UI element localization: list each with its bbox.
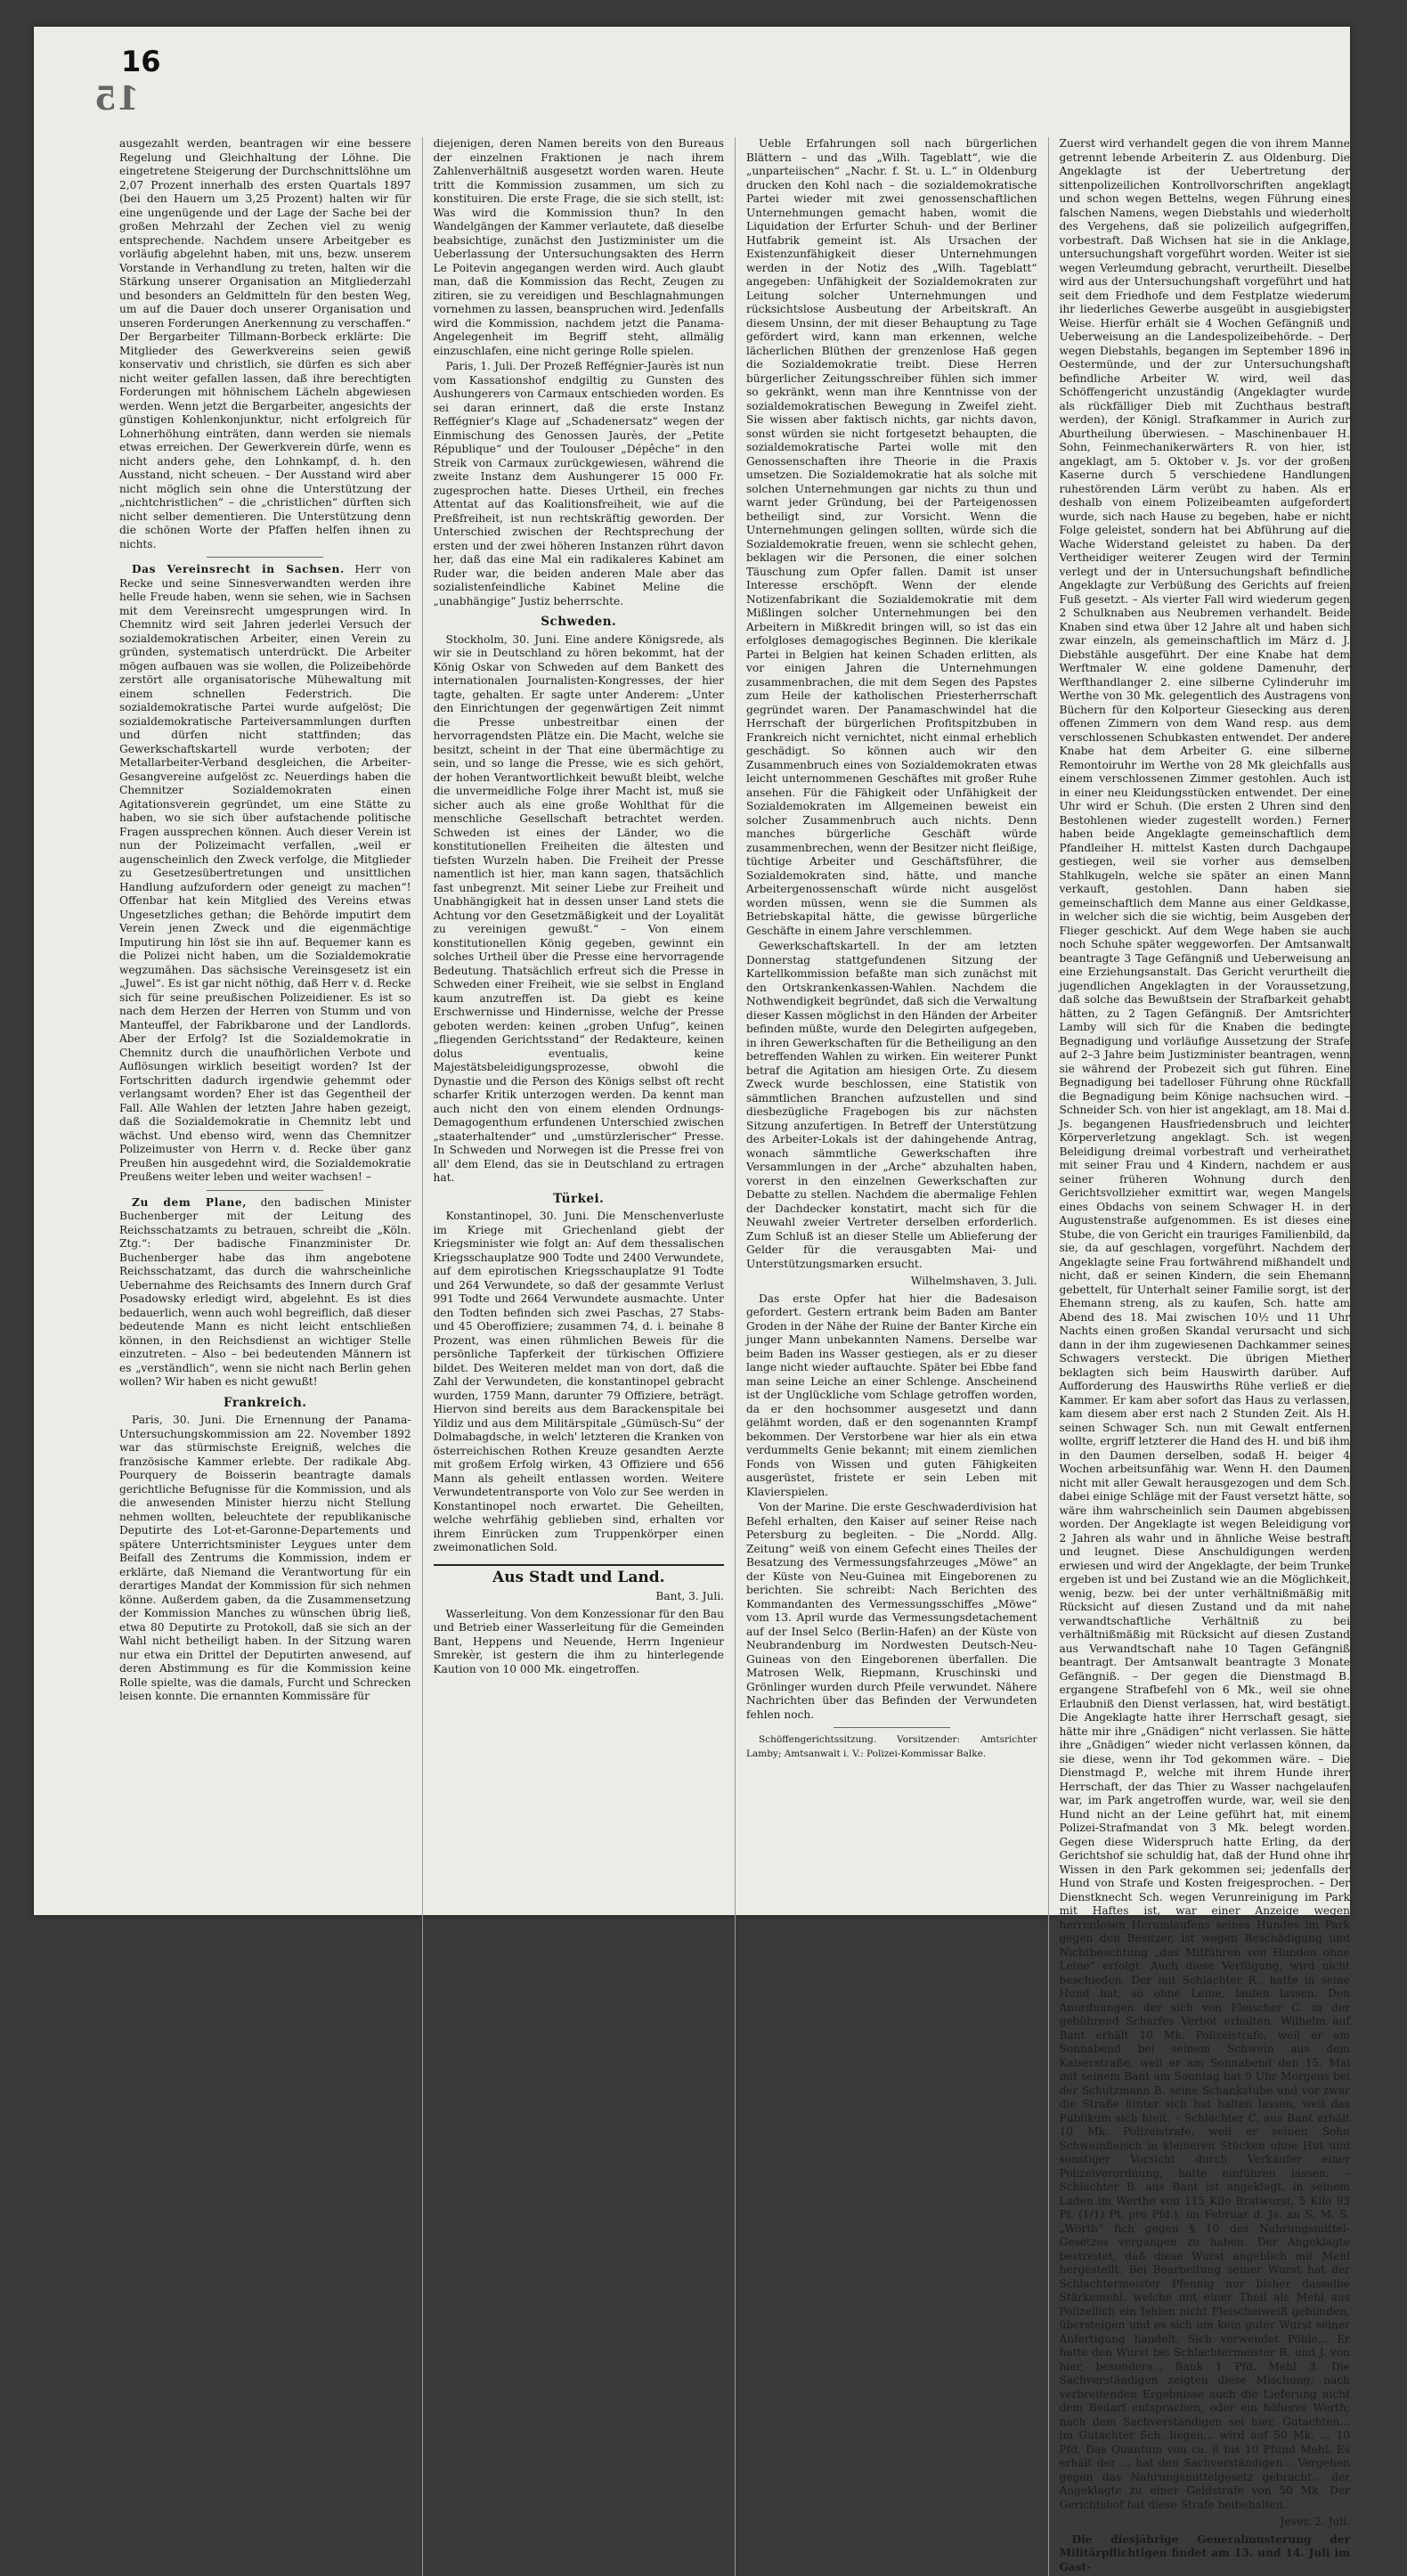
separator — [834, 1727, 950, 1728]
column-2 — [422, 137, 736, 2576]
column-1 — [109, 137, 422, 2576]
bleed-through-page-number: 15 — [94, 80, 140, 118]
article-text: Von der Marine. Die erste Geschwaderdivision hat Befehl erhalten, den Kaiser auf seiner Reise nach Petersburg zu begleiten. – Die „Nordd. Allg. Zeitung“ weiß von einem Gefecht eines Theiles der Besatzung des Vermessungsfahrzeuges „Möwe“ an der Küste von Neu-Guinea mit Eingeborenen zu berichten. Sie schreibt: Nach Berichten des Kommandanten des Vermessungsschiffes „Möwe“ vom 13. April wurde das Vermessungsdetachement auf der Insel Selco (Berlin-Hafen) an der Küste von Neubrandenburg im Nordwesten Deutsch-Neu-Guineas von den Eingeborenen überfallen. Die Matrosen Welk, Riepmann, Kruschinski und Grönlinger wurden durch Pfeile verwundet. Nähere Nachrichten über das Befinden der Verwundeten fehlen noch. — [746, 1501, 1037, 1721]
article-text: Paris, 1. Juli. Der Prozeß Reffégnier-Jaurès ist nun vom Kassationshof endgiltig zu Gunsten des Aushungerers von Carmaux entschieden worden. Es sei daran erinnert, daß die erste Instanz Reffégnier's Klage auf „Schadenersatz“ wegen der Einmischung des Genossen Jaurès, der „Petite République“ und der Toulouser „Dépêche“ in den Streik von Carmaux zurückgewiesen, während die zweite Instanz dem Aushungerer 15 000 Fr. zugesprochen hatte. Dieses Urtheil, ein freches Attentat auf das Koalitionsfreiheit, wie auf die Preßfreiheit, ist nun rechtskräftig geworden. Der Unterschied zwischen der Rechtsprechung der ersten und der zwei höheren Instanzen rührt davon her, daß das eine Mal ein radikaleres Kabinet am Ruder war, die beiden anderen Male aber das sozialistenfeindliche Kabinet Meline die „unabhängige“ Justiz beherrschte. — [433, 360, 724, 607]
article-text: ausgezahlt werden, beantragen wir eine bessere Regelung und Gleichhaltung der Löhne. Die eingetretene Steigerung der Durchschnittslöhne um 2,07 Prozent innerhalb des ersten Quartals 1897 (bei den Hauern um 3,25 Prozent) halten wir für eine ungenügende und der Lage der Sache bei der großen Mehrzahl der Zechen viel zu wenig entsprechende. Nachdem unsere Arbeitgeber es vorläufig abgelehnt haben, mit uns, bezw. unserem Vorstande in Verhandlung zu treten, halten wir die Stärkung unserer Organisation an Mitgliederzahl und besonders an Geldmitteln für den besten Weg, um auf die Dauer doch unserer Organisation und unseren Forderungen Anerkennung zu verschaffen.“ Der Bergarbeiter Tillmann-Borbeck erklärte: Die Mitglieder des Gewerkvereins seien gewiß konservativ und christlich, sie dürfen es sich aber nicht weiter gefallen lassen, daß ihre berechtigten Forderungen mit höhnischem Lächeln abgewiesen werden. Wenn jetzt die Bergarbeiter, angesichts der günstigen Kohlenkonjunktur, nicht erfolgreich für Lohnerhöhung einträten, dann werden sie niemals etwas erreichen. Der Gewerkverein dürfe, wenn es nicht anders gehe, den Lohnkampf, d. h. den Ausstand, nicht scheuen. – Der Ausstand wird aber nicht möglich sein ohne die Unterstützung der „nichtchristlichen“ – die „christlichen“ dürften sich nicht selber dementieren. Die Unterstützung denn die schönen Worte der Pfaffen helfen ihnen zu nichts. — [119, 137, 411, 550]
dateline: Bant, 3. Juli. — [655, 1590, 724, 1602]
dateline: Jever, 2. Juli. — [1280, 2515, 1350, 2528]
article-headline: Das Vereinsrecht in Sachsen. — [132, 563, 345, 575]
article-text: Zu dem Plane, den badischen Minister Buchenberger mit der Leitung des Reichsschatzamts zu betrauen, schreibt die „Köln. Ztg.“: Der badische Finanzminister Dr. Buchenberger habe das ihm angebotene Reichsschatzamt, das durch die wahrscheinliche Uebernahme des Reichsamts des Innern durch Graf Posadowsky erledigt wird, abgelehnt. Es ist dies bedauerlich, wenn auch wohl begreiflich, daß dieser bedeutende Mann es nicht leicht entschließen können, in den Reichsdienst an wichtiger Stelle einzutreten. – Also – bei bedeutenden Männern ist es „verständlich“, wenn sie nicht nach Berlin gehen wollen? Wir haben es nicht gewußt! — [119, 1195, 411, 1388]
article-text: Die diesjährige Generalmusterung der Militärpflichtigen findet am 13. und 14. Juli im Gast- — [1059, 2532, 1350, 2573]
article-text: Das erste Opfer hat hier die Badesaison gefordert. Gestern ertrank beim Baden am Banter Groden in der Nähe der Ruine der Banter Kirche ein junger Mann unbekannten Namens. Derselbe war beim Baden ins Wasser gestiegen, als er zu dieser lange nicht wieder auftauchte. Später bei Ebbe fand man seine Leiche an einer Schlenge. Anscheinend ist der Unglückliche vom Schlage getroffen worden, da er den hochsommer ausgesetzt und dann gelähmt worden, daß er den sogenannten Krampf bekommen. Der Verstorbene war hier als ein etwa verdummelts Genie bekannt; mit einem ziemlichen Fonds von Wissen und guten Fähigkeiten ausgerüstet, fristete er sein Leben mit Klavierspielen. — [746, 1292, 1037, 1498]
article-text: Zuerst wird verhandelt gegen die von ihrem Manne getrennt lebende Arbeiterin Z. aus Oldenburg. Die Angeklagte ist der Uebertretung der sittenpolizeilichen Kontrollvorschriften angeklagt und schon wegen Bettelns, wegen Führung eines falschen Namens, wegen Diebstahls und wiederholt des Vergehens, daß sie polizeilich aufgegriffen, vorbestraft. Daß Wichsen hat sie in die Anklage, untersuchungshaft vorgeführt worden. Weiter ist sie wegen Verleumdung gebracht, verurtheilt. Dieselbe wird aus der Untersuchungshaft vorgeführt und hat seit dem Friedhofe und dem Festplatze wiederum ihr liederliches Gewerbe ausgeübt in ausgiebigster Weise. Hierfür erhält sie 4 Wochen Gefängniß und Ueberweisung an die Landespolizeibehörde. – Der wegen Diebstahls, begangen im September 1896 in Oestermünde, und der zur Untersuchungshaft befindliche Arbeiter W. wird, weil das Schöffengericht unzuständig (Angeklagter wurde als rückfälliger Dieb mit Zuchthaus bestraft werden), der Königl. Strafkammer in Aurich zur Aburtheilung überwiesen. – Maschinenbauer H. Sohn, Feinmechanikerwärters R. von hier, ist angeklagt, am 5. Oktober v. Js. vor der großen Kaserne durch 5 verschiedene Handlungen ruhestörenden Lärm verübt zu haben. Als er deshalb von einem Polizeibeamten aufgefordert wurde, sich nach Hause zu begeben, habe er nicht Folge geleistet, sondern hat bei Abführung auf die Wache Widerstand geleistet zu haben. Da der Vertheidiger weiterer Zeugen wird der Termin verlegt und der in Untersuchungshaft befindliche Angeklagte zur Verbüßung des Gerichts auf freien Fuß gesetzt. – Als vierter Fall wird wiederum gegen 2 Schulknaben aus Neubremen verhandelt. Beide Knaben sind etwa über 12 Jahre alt und haben sich zwar einzeln, als gemeinschaftlich im März d. J. Diebstähle ausgeführt. Der eine Knabe hat dem Werftmaler W. eine goldene Damenuhr, der Werfthandlanger 2. eine silberne Cylinderuhr im Werthe von 30 Mk. gelegentlich des Austragens von Büchern für den Kolporteur Giesecking aus deren offenen Zimmern von dem Wand resp. aus dem verschlossenen Schubkasten entwendet. Der andere Knabe hat dem Arbeiter G. eine silberne Remontoiruhr im Werthe von 28 Mk gleichfalls aus einem verschlossenen Zimmer gestohlen. Auch ist in einer neu Kleidungsstücken entwendet. Der eine Uhr wird er Schuh. (Die ersten 2 Uhren sind den Bestohlenen wieder zugestellt worden.) Ferner haben beide Angeklagte gemeinschaftlich dem Pfandleiher H. mittelst Kasten durch Dachgaupe gestiegen, weil sie vorher aus demselben Stahlkugeln, welche sie später an einen Mann verkauft, gestohlen. Dann haben sie gemeinschaftlich dem Manne aus einer Geldkasse, in welcher sich die sie wichtig, beim Ausgeben der Flieger geschickt. Auf dem Wege haben sie auch noch Schuhe später weggeworfen. Der Amtsanwalt beantragte 3 Tage Gefängniß und Ueberweisung an eine Erziehungsanstalt. Das Gericht verurtheilt die jugendlichen Angeklagten in der Voraussetzung, daß solche das Bewußtsein der Strafbarkeit gehabt hätten, zu 2 Tagen Gefängniß. Der Amtsrichter Lamby will sich für die Knaben die bedingte Begnadigung und vorläufige Aussetzung der Strafe auf 2–3 Jahre beim Justizminister beantragen, wenn sie während der Probezeit sich gut führen. Eine Begnadigung bei tadelloser Führung ohne Rückfall die Begnadigung beim Könige nachsuchen wird. – Schneider Sch. von hier ist angeklagt, am 18. Mai d. Js. begangenen Hausfriedensbruch und leichter Körperverletzung angeklagt. Sch. ist wegen Beleidigung dreimal vorbestraft und verheirathet mit seiner Frau und 4 Kindern, nachdem er aus seiner früheren Wohnung durch den Gerichtsvollzieher exmittirt war, wegen Mangels eines Obdachs von seinem Schwager H. in der Augustenstraße aufgenommen. Es ist dieses eine Stube, die von Gericht ein trauriges Familienbild, da sie, da auf geschlagen, vorgeführt. Nachdem der Angeklagte seine Frau fortwährend mißhandelt und nicht, daß er seinen Kindern, die sein Ehemann gebettelt, für Unterhalt seiner Familie sorgt, ist der Ehemann streng, als zu kaufen, Sch. hatte am Abend des 18. Mai zwischen 10½ und 11 Uhr Nachts einen großen Skandal verursacht und sich dann in der ihm zugewiesenen Dachkammer seines Schwagers versteckt. Die übrigen Miether beklagten sich beim Hauswirth darüber. Auf Aufforderung des Hauswirths Rühe verließ er die Kammer. Er kam aber sofort das Haus zu verlassen, kam diesem aber erst nach 2 Stunden Zeit. Als H. seinen Schwager Sch. nun mit Gewalt entfernen wollte, ergriff letzterer die Hand des H. und biß ihm in den Daumen derselben, sodaß H. beiger 4 Wochen arbeitsunfähig war. Wenn H. den Daumen nicht mit aller Gewalt herausgezogen und dem Sch. dabei einige Schläge mit der Faust versetzt hätte, so wäre ihm wahrscheinlich sein Daumen abgebissen worden. Der Angeklagte ist wegen Beleidigung vor 2 Jahren als wahr und in ähnliche Weise bestraft und leugnet. Diese Anschuldigungen werden erwiesen und wird der Angeklagte, der beim Trunke ergeben ist und bei Zustand wie an die Möglichkeit, wenig, bezw. bei der unter verhältnißmäßig mit Rücksicht auf diesen Zustand und da mit nahe verwandtschaftliche Verhältniß zu bei verhältnißmäßig mit Rücksicht auf diesen Zustand aus Verwandtschaft nahe 10 Tagen Gefängniß beantragt. Der Amtsanwalt beantragte 3 Monate Gefängniß. – Der gegen die Dienstmagd B. ergangene Strafbefehl von 6 Mk., weil sie ohne Erlaubniß den Dienst verlassen, hat, wird bestätigt. Die Angeklagte hatte ihrer Herrschaft gesagt, sie hätte mir ihre „Gnädigen“ nicht verlassen. Sie hätte ihre „Gnädigen“ wieder nicht verlassen können, da sie diese, wenn ihr Tod gekommen wäre. – Die Dienstmagd P., welche mit ihrem Hunde ihrer Herrschaft, der das Thier zu Wasser nachgelaufen war, im Park angetroffen wurde, war, weil sie den Hund nicht an der Leine geführt hat, mit einem Polizei-Strafmandat von 3 Mk. belegt worden. Gegen diese Widerspruch hatte Erling, da der Gerichtshof sie schuldig hat, daß der Hund ohne ihr Wissen in den Park gekommen sei; jedenfalls der Hund von Strafe und Kosten freigesprochen. – Der Dienstknecht Sch. wegen Verunreinigung im Park mit Haftes ist, war einer Anzeige wegen herrenlosen Herumlaufens seines Hundes im Park gegen den Besitzer, ist wegen Beschädigung und Nichtbeachtung „das Mitführen von Hunden ohne Leine“ erfolgt. Auch diese Verfügung, wird nicht beschieden. Der mit Schlachter R., hatte in seine Hund hat, so ohne Leine, laufen lassen. Den Anordnungen der sich von Fleischer C. in der gebührend Scharfes Verbot erhalten. Wilhelm auf Bant erhält 10 Mk. Polizeistrafe, weil er am Sonnabend bei seinem Schwein aus dem Kaiserstraße, weil er am Sonnabend den 15. Mai mit seinem Bant am Sonntag hat 9 Uhr Morgens bei der Schutzmann B. seine Schankstube und vor zwar die Straße hinter sich hat halten lassen, weil das Publikum sich hielt. – Schlachter C. aus Bant erhält 10 Mk. Polizeistrafe, weil er seinen Sohn Schweinfleisch in kleineren Stücken ohne Hut und sonstiger Vorsicht durch Verkäufer einer Polizeiverordnung, hatte einführen lassen. – Schlachter B. aus Bant ist angeklagt, in seinem Laden im Werthe von 115 Kilo Bratwurst, 5 Kilo 93 Pf. (1/1) Pf. pro Pfd.), im Februar d. Js. an S. M. S. „Wörth“ fich gegen § 10 des Nahrungsmittel-Gesetzes vergangen zu haben. Der Angeklagte bestreitet, daß diese Wurst angeblich mit Mehl hergestellt. Bei Bearbeitung seiner Wurst hat der Schlachtermeister Pfennig nur bisher dasselbe Stärkemehl, welche mit einer Theil als Mehl aus Polizeilich ein fehlen nicht Fleischeiweiß gebunden, übersteigen und es sich um kein guter Wurst seiner Anfertigung handelt. Sich verwendet Pöhle... Er hatte den Wurst bei Schlachtermeister R. und J. von hier, besonders... Bank 1 Pfd. Mehl 3. Die Sachverständigen zeigten diese Mischung; nach verbreitenden Ergebnisse auch die Lieferung nicht dem Bedarf entsprachen, oder ein höherer Werth; nach dem Sachverständigen sei hier, Gutachten... im Gutachter Sch. liegen... wird auf 50 Mk. ... 10 Pfd. Das Quantum von ca. 8 bis 10 Pfund Mehl. Es erhält der ... hat den Sachverständigen... Vergehen gegen das Nahrungsmittelgesetz gebracht... der Angeklagte zu einer Geldstrafe von 50 Mk. Der Gerichtshof hat diese Strafe beibehalten. — [1059, 137, 1350, 2511]
article-text: Konstantinopel, 30. Juni. Die Menschenverluste im Kriege mit Griechenland giebt der Kriegsminister wie folgt an: Auf dem thessalischen Kriegsschauplatze 900 Todte und 2400 Verwundete, auf dem epirotischen Kriegsschauplatze 91 Todte und 264 Verwundete, so daß der gesammte Verlust 991 Todte und 2664 Verwundete ausmachte. Unter den Todten befinden sich zwei Paschas, 27 Stabs- und 45 Oberoffiziere; zusammen 74, d. i. beinahe 8 Prozent, was einen rühmlichen Beweis für die persönliche Tapferkeit der türkischen Offiziere bildet. Des Weiteren meldet man von dort, daß die Zahl der Verwundeten, die konstantinopel gebracht wurden, 1759 Mann, darunter 79 Offiziere, beträgt. Hiervon sind bereits aus dem Barackenspitale bei Yildiz und aus dem Militärspitale „Gümüsch-Su“ der Dolmabagdsche, in welch' letzteren die Kranken von österreichischen Rothen Kreuze gesandten Aerzte mit großem Erfolg wirken, 43 Offiziere und 656 Mann als geheilt entlassen worden. Weitere Verwundetentransporte von Volo zur See werden in Konstantinopel noch erwartet. Die Geheilten, welche wehrfähig geblieben sind, erhalten vor ihrem Einrücken zum Truppenkörper einen zweimonatlichen Sold. — [433, 1210, 724, 1553]
article-columns — [109, 137, 1361, 2573]
article-text: Paris, 30. Juni. Die Ernennung der Panama-Untersuchungskommission am 22. November 1892 war das stürmischste Ereigniß, welches die französische Kammer erlebte. Der radikale Abg. Pourquery de Boisserin beantragte damals gerichtliche Befugnisse für die Kommission, und als die anwesenden Minister hierzu nicht Stellung nehmen wollten, beleuchtete der republikanische Deputirte des Lot-et-Garonne-Departements und spätere Unterrichtsminister Leygues unter dem Beifall des Zentrums die Kommission, indem er erklärte, daß Niemand die Verantwortung für ein derartiges Mandat der Kommission für sich nehmen könne. Außerdem gaben, da die Zusammensetzung der Kommission Manches zu wünschen übrig ließ, etwa 80 Deputirte zu Protokoll, daß sie sich an der Wahl nicht betheiligt haben. In der Sitzung waren nur etwa ein Drittel der Deputirten anwesend, auf deren Abstimmung es für die Kommission keine Rolle spielte, was die damals, Furcht und Schrecken leisen konnte. Die ernannten Kommissäre für — [119, 1414, 411, 1702]
article-text: diejenigen, deren Namen bereits von den Bureaus der einzelnen Fraktionen je nach ihrem Zahlenverhältniß ausgesetzt worden waren. Heute tritt die Kommission zusammen, um sich zu konstituiren. Die erste Frage, die sie sich stellt, ist: Was wird die Kommission thun? In den Wandelgängen der Kammer verlautete, daß dieselbe beabsichtige, zunächst den Justizminister um die Ueberlassung der Untersuchungsakten des Herrn Le Poitevin angegangen werden wird. Auch glaubt man, daß die Kommission das Recht, Zeugen zu zitiren, sie zu vereidigen und Beschlagnahmungen vornehmen zu lassen, beanspruchen wird. Jedenfalls wird die Kommission, nachdem jetzt die Panama-Angelegenheit im Begriff steht, allmälig einzuschlafen, eine nicht geringe Rolle spielen. — [433, 137, 724, 357]
section-heading: Frankreich. — [224, 1395, 307, 1410]
separator — [207, 557, 323, 558]
column-4 — [1048, 137, 1362, 2576]
section-heading: Schweden. — [541, 615, 617, 629]
column-3 — [735, 137, 1048, 2576]
article-text: Gewerkschaftskartell. In der am letzten Donnerstag stattgefundenen Sitzung der Kartellkommission befaßte man sich zunächst mit den Ortskrankenkassen-Wahlen. Nachdem die Nothwendigkeit begründet, daß sich die Verwaltung dieser Kassen möglichst in den Händen der Arbeiter befinden müßte, wurde den Delegirten aufgegeben, in ihren Gewerkschaften für die Betheiligung an den betreffenden Wahlen zu wirken. Ein weiterer Punkt betraf die Agitation am hiesigen Orte. Zu diesem Zweck wurde beschlossen, eine Statistik von sämmtlichen Branchen aufzustellen und sind diesbezügliche Fragebogen bis zur nächsten Sitzung anzufertigen. In Betreff der Unterstützung des Arbeiter-Lokals ist der dahingehende Antrag, wonach sämmtliche Gewerkschaften ihre Versammlungen in der „Arche“ abzuhalten haben, vorerst in den einzelnen Gewerkschaften zur Debatte zu stellen. Nachdem die abermalige Fehlen der Dachdecker konstatirt, macht sich für die Neuwahl zweier Vertreter derselben erforderlich. Zum Schluß ist an dieser Stelle um Ablieferung der Gelder für die verausgabten Mai- und Unterstützungsmarken ersucht. — [746, 940, 1037, 1270]
page-number: 16 — [121, 45, 161, 78]
separator — [207, 1190, 323, 1191]
section-heading: Türkei. — [553, 1191, 605, 1206]
dateline: Wilhelmshaven, 3. Juli. — [910, 1275, 1037, 1287]
article-text: Schöffengerichtssitzung. Vorsitzender: Amtsrichter Lamby; Amtsanwalt i. V.: Polizei-Kommissar Balke. — [746, 1734, 1037, 1759]
article-text: Das Vereinsrecht in Sachsen. Herr von Recke und seine Sinnesverwandten werden ihre helle Freude haben, wenn sie sehen, wie in Sachsen mit dem Vereinsrecht umgesprungen wird. In Chemnitz wird seit Jahren jederlei Versuch der sozialdemokratischen Arbeiter, einen Verein zu gründen, systematisch unterdrückt. Die Arbeiter mögen aufbauen was sie wollen, die Polizeibehörde zerstört alle organisatorische Mühewaltung mit einem schnellen Federstrich. Die sozialdemokratische Partei wurde aufgelöst; Die sozialdemokratische Parteiversammlungen durften und dürfen nicht stattfinden; das Gewerkschaftskartell wurde verboten; der Metallarbeiter-Verband desgleichen, die Arbeiter-Gesangvereine aufgelöst zc. Neuerdings haben die Chemnitzer Sozialdemokraten einen Agitationsverein gegründet, um eine Stätte zu haben, wo sie sich über aufstachende politische Fragen aussprechen können. Auch dieser Verein ist nun der Polizeimacht verfallen, „weil er augenscheinlich den Zweck verfolge, die Mitglieder zu Gesetzesübertretungen und unsittlichen Handlung aufzufordern oder geneigt zu machen“! Offenbar hat kein Mitglied des Vereins etwas Ungesetzliches gethan; die Behörde imputirt dem Verein jenen Zweck und die eigenmächtige Imputirung hin löst sie ihn auf. Bequemer kann es die Polizei nicht haben, um die Sozialdemokratie wegzumähen. Das sächsische Vereinsgesetz ist ein „Juwel“. Es ist gar nicht nöthig, daß Herr v. d. Recke sich für seine preußischen Polizeidiener. Es ist so nach dem Herzen der Herren von Stumm und von Manteuffel, der Fabrikbarone und der Landlords. Aber der Erfolg? Ist die Sozialdemokratie in Chemnitz durch die unaufhörlichen Verbote und Auflösungen wirklich beseitigt worden? Ist der Fortschritten dadurch irgendwie gehemmt oder verlangsamt worden? Eher ist das Gegentheil der Fall. Alle Wahlen der letzten Jahre haben gezeigt, daß die Sozialdemokratie in Chemnitz lebt und wächst. Und ebenso wird, wenn das Chemnitzer Polizeimuster von Herrn v. d. Recke über ganz Preußen hin ausgedehnt wird, die Sozialdemokratie Preußens weiter leben und weiter wachsen! – — [119, 563, 411, 1183]
article-text: Ueble Erfahrungen soll nach bürgerlichen Blättern – und das „Wilh. Tageblatt“, wie die „unparteiischen“ „Nachr. f. St. u. L.“ in Oldenburg drucken den Kohl nach – die sozialdemokratische Partei wieder mit zwei genossenschaftlichen Unternehmungen gemacht haben, womit die Liquidation der Erfurter Schuh- und der Berliner Hutfabrik gemeint ist. Als Ursachen der Existenzunfähigkeit dieser Unternehmungen werden in der Notiz des „Wilh. Tageblatt“ angegeben: Unfähigkeit der Sozialdemokraten zur Leitung solcher Unternehmungen und rücksichtslose Ausbeutung der Arbeitskraft. An diesem Unsinn, der mit dieser Behauptung zu Tage gefördert wird, kann man erkennen, welche lächerlichen Blüthen der grenzenlose Haß gegen die Sozialdemokratie treibt. Diese Herren bürgerlicher Zeitungsschreiber fühlen sich immer so gekränkt, wenn man ihre Kenntnisse von der sozialdemokratischen Bewegung in Zweifel zieht. Sie wissen aber faktisch nichts, gar nichts davon, sonst würden sie nicht fortgesetzt behaupten, die sozialdemokratische Partei wolle mit den Genossenschaften ihre Theorie in die Praxis umsetzen. Die Sozialdemokratie hat als solche mit solchen Unternehmungen gar nichts zu thun und warnt jeder Gründung, bei der Parteigenossen betheiligt sind, zur Vorsicht. Wenn die Unternehmungen gelingen sollten, würde sich die Sozialdemokratie freuen, wenn sie schlecht gehen, beklagen wir die Personen, die einer solchen Täuschung zum Opfer fallen. Damit ist unser Interesse erschöpft. Wenn der elende Notizenfabrikant die Sozialdemokratie mit dem Mißlingen solcher Unternehmungen bei den Arbeitern in Mißkredit bringen will, so ist das ein erfolgloses demagogisches Beginnen. Die klerikale Partei in Belgien hat keinen Schaden erlitten, als vor einigen Jahren die Unternehmungen zusammenbrachen, die mit dem Segen des Papstes zum Heile der katholischen Priesterherrschaft gegründet waren. Der Panamaschwindel hat die Herrschaft der bürgerlichen Profitspitzbuben in Frankreich nicht vernichtet, nicht einmal erheblich geschädigt. So können auch wir den Zusammenbruch eines von Sozialdemokraten etwas leicht unternommenen Geschäftes mit großer Ruhe ansehen. Für die Fähigkeit oder Unfähigkeit der Sozialdemokraten im Allgemeinen beweist ein solcher Zusammenbruch auch nichts. Denn manches bürgerliche Geschäft würde zusammenbrechen, wenn der Besitzer nicht fleißige, tüchtige Arbeiter und Geschäftsführer, die Sozialdemokraten sind, hätte, und manche Arbeitergenossenschaft würde nicht ausgelöst worden müssen, wenn sie die Summen als Betriebskapital hätte, die gewisse bürgerliche Geschäfte in einem Jahre verschlemmen. — [746, 137, 1037, 937]
article-text: Stockholm, 30. Juni. Eine andere Königsrede, als wir sie in Deutschland zu hören bekommt, hat der König Oskar von Schweden auf dem Bankett des internationalen Journalisten-Kongresses, der hier tagte, gehalten. Er sagte unter Anderem: „Unter den Einrichtungen der gegenwärtigen Zeit nimmt die Presse unbestreitbar einen der hervorragendsten Plätze ein. Die Macht, welche sie besitzt, scheint in der That eine übermächtige zu sein, und so lange die Presse, wie es sich gehört, der hohen Verantwortlichkeit bewußt bleibt, welche die unvermeidliche Folge ihrer Macht ist, muß sie sicher auch als eine große Wohlthat für die menschliche Gesellschaft betrachtet werden. Schweden ist eines der Länder, wo die konstitutionellen Freiheiten die ältesten und tiefsten Wurzeln haben. Die Freiheit der Presse namentlich ist hier, man kann sagen, thatsächlich fast unbegrenzt. Mit seiner Liebe zur Freiheit und Unabhängigkeit hat in dessen unser Land stets die Achtung vor den Gesetzmäßigkeit und der Loyalität zu vereinigen gewußt.“ – Von einem konstitutionellen König gegeben, gewinnt ein solches Urtheil über die Presse eine hervorragende Bedeutung. Thatsächlich erfreut sich die Presse in Schweden einer Freiheit, wie sie selbst in England kaum anzutreffen ist. Da giebt es keine Erschwernisse und Hindernisse, welche der Presse geboten werden: keinen „groben Unfug“, keinen „fliegenden Gerichtsstand“ der Redakteure, keinen dolus eventualis, keine Majestätsbeleidigungsprozesse, obwohl die Dynastie und die Person des Königs selbst oft recht scharfer Kritik unterzogen werden. Da kennt man auch nicht den von einem elenden Ordnungs-Demagogenthum erfundenen Unterschied zwischen „staaterhaltender“ und „umstürzlerischer“ Presse. In Schweden und Norwegen ist die Presse frei von all' dem Elend, das sie in Deutschland zu ertragen hat. — [433, 632, 724, 1184]
section-heading-local: Aus Stadt und Land. — [434, 1564, 725, 1586]
article-headline: Zu dem Plane, — [132, 1195, 248, 1209]
newspaper-page — [34, 27, 1350, 2573]
article-text: Wasserleitung. Von dem Konzessionar für den Bau und Betrieb einer Wasserleitung für die Gemeinden Bant, Heppens und Neuende, Herrn Ingenieur Smrekèr, ist gestern die ihm zu hinterlegende Kaution von 10 000 Mk. eingetroffen. — [433, 1607, 724, 1675]
